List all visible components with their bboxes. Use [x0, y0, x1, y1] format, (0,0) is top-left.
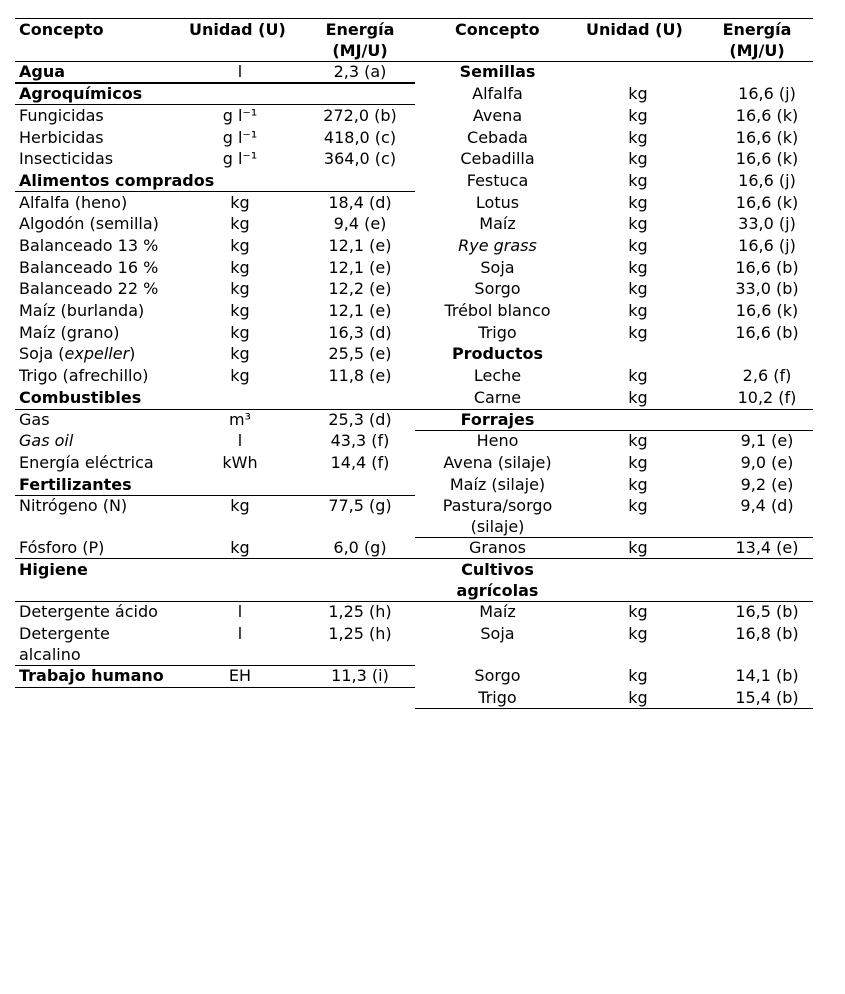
- row-unit-right: kg: [628, 106, 648, 125]
- row-energy-right: 33,0 (j): [738, 214, 796, 233]
- row-energy-left: 272,0 (b): [323, 106, 397, 125]
- row-concept-right: [420, 601, 575, 622]
- concept-text: Agroquímicos: [19, 84, 143, 103]
- section-heading-left: [19, 387, 141, 408]
- concept-text: Algodón (semilla): [19, 214, 159, 233]
- concept-text: Maíz (burlanda): [19, 301, 145, 320]
- concept-text: Balanceado 16 %: [19, 258, 159, 277]
- row-energy-left: 25,5 (e): [328, 344, 392, 363]
- row-energy-right: 16,5 (b): [735, 602, 799, 621]
- row-energy-right: 16,6 (k): [735, 128, 799, 147]
- row-concept-right: [420, 105, 575, 126]
- row-unit-left: kg: [230, 193, 250, 212]
- row-unit-right: kg: [628, 453, 648, 472]
- concept-text: Fungicidas: [19, 106, 104, 125]
- header-concept-left: Concepto: [19, 20, 104, 39]
- header-energy-unit-left: (MJ/U): [332, 41, 388, 60]
- concept-text: Productos: [451, 344, 544, 363]
- row-energy-right: 16,6 (j): [738, 236, 796, 255]
- row-unit-left: l: [237, 602, 243, 621]
- concept-text: Higiene: [19, 560, 88, 579]
- concept-text: Sorgo: [474, 279, 521, 298]
- row-concept-right: [420, 537, 575, 558]
- row-unit-right: kg: [628, 279, 648, 298]
- row-concept-left: [19, 148, 113, 169]
- concept-text-after: ): [129, 344, 136, 363]
- concept-text: Trigo: [478, 688, 517, 707]
- concept-text: Trigo: [478, 323, 517, 342]
- row-unit-right: kg: [628, 236, 648, 255]
- row-unit-left: kg: [230, 258, 250, 277]
- row-unit-right: kg: [628, 193, 648, 212]
- section-heading-right: [420, 61, 575, 82]
- row-unit-right: kg: [628, 366, 648, 385]
- row-energy-right: 15,4 (b): [735, 688, 799, 707]
- row-concept-right: [420, 430, 575, 451]
- row-concept-right: [420, 300, 575, 321]
- concept-text: Semillas: [459, 62, 536, 81]
- row-energy-left: 418,0 (c): [323, 128, 397, 147]
- concept-text: Avena: [472, 106, 523, 125]
- row-energy-left: 1,25 (h): [328, 602, 392, 621]
- row-energy-right: 16,6 (b): [735, 258, 799, 277]
- row-energy-right: 16,6 (j): [738, 84, 796, 103]
- row-concept-right: [420, 474, 575, 495]
- row-energy-right: 16,8 (b): [735, 624, 799, 643]
- concept-italic-text: Gas oil: [19, 431, 74, 450]
- row-energy-right: 16,6 (b): [735, 323, 799, 342]
- header-unit-right: Unidad (U): [586, 20, 683, 39]
- row-unit-left: kg: [230, 214, 250, 233]
- concept-line2: alcalino: [19, 645, 81, 664]
- row-rule-left: [15, 687, 415, 688]
- concept-text: Granos: [468, 538, 527, 557]
- section-heading-left: [19, 559, 88, 580]
- row-concept-left: [19, 213, 159, 234]
- row-energy-right: 16,6 (k): [735, 106, 799, 125]
- row-concept-left: [19, 601, 158, 622]
- row-unit-left: kg: [230, 323, 250, 342]
- row-concept-left: [19, 495, 127, 516]
- concept-text: Carne: [473, 388, 522, 407]
- row-unit-left: kg: [230, 344, 250, 363]
- row-energy-right: 16,6 (k): [735, 193, 799, 212]
- concept-text: Sorgo: [474, 666, 521, 685]
- concept-text: Herbicidas: [19, 128, 104, 147]
- section-heading-left: [19, 665, 164, 686]
- concept-text: Leche: [473, 366, 522, 385]
- concept-line2: (silaje): [470, 517, 525, 536]
- concept-text: Cultivos: [461, 560, 534, 579]
- row-energy-left: 12,1 (e): [328, 236, 392, 255]
- concept-text: Gas: [19, 410, 50, 429]
- row-energy-right: 9,4 (d): [740, 496, 794, 515]
- row-concept-right: [420, 257, 575, 278]
- row-concept-left: [19, 452, 154, 473]
- row-energy-right: 14,1 (b): [735, 666, 799, 685]
- concept-text: Detergente: [19, 624, 110, 643]
- row-unit-left: kg: [230, 538, 250, 557]
- row-energy-left: 18,4 (d): [328, 193, 392, 212]
- row-energy-left: 12,1 (e): [328, 301, 392, 320]
- concept-text: Alfalfa: [472, 84, 523, 103]
- row-unit-right: kg: [628, 301, 648, 320]
- row-concept-right: [420, 665, 575, 686]
- row-energy-left: 16,3 (d): [328, 323, 392, 342]
- concept-text: Alimentos comprados: [19, 171, 215, 190]
- row-unit-left: g l⁻¹: [222, 149, 258, 168]
- row-concept-right: [420, 192, 575, 213]
- concept-text: Lotus: [475, 193, 520, 212]
- row-energy-right: 16,6 (j): [738, 171, 796, 190]
- row-concept-left: [19, 235, 158, 256]
- concept-text: Cebadilla: [460, 149, 535, 168]
- header-energy-left: Energía: [325, 20, 395, 39]
- row-energy-left: 9,4 (e): [333, 214, 387, 233]
- concept-text: Maíz: [479, 214, 516, 233]
- row-energy-left: 364,0 (c): [323, 149, 397, 168]
- concept-text: Alfalfa (heno): [19, 193, 128, 212]
- header-concept-right: Concepto: [455, 20, 540, 39]
- concept-italic-text: expeller: [64, 344, 130, 363]
- row-concept-left: [19, 192, 127, 213]
- row-energy-right: 9,0 (e): [740, 453, 794, 472]
- concept-text: Festuca: [466, 171, 529, 190]
- agua-rule: [15, 82, 415, 83]
- row-concept-left: [19, 343, 135, 364]
- section-heading-left: [19, 170, 214, 191]
- row-unit-right: kg: [628, 388, 648, 407]
- section-heading-left: [19, 474, 132, 495]
- concept-text: Combustibles: [19, 388, 142, 407]
- row-unit-left: kg: [230, 366, 250, 385]
- row-unit-right: kg: [628, 171, 648, 190]
- concept-text: Insecticidas: [19, 149, 114, 168]
- row-energy-left: 11,3 (i): [331, 666, 389, 685]
- row-unit-right: kg: [628, 128, 648, 147]
- row-unit-right: kg: [628, 323, 648, 342]
- row-energy-right: 9,1 (e): [740, 431, 794, 450]
- concept-text: Cebada: [467, 128, 528, 147]
- row-unit-left: l: [237, 624, 243, 643]
- concept-text: Forrajes: [460, 410, 535, 429]
- concept-text: Soja (: [19, 344, 65, 363]
- row-concept-right: [420, 387, 575, 408]
- row-unit-left: kg: [230, 279, 250, 298]
- row-concept-left: [19, 127, 104, 148]
- row-unit-left: kg: [230, 236, 250, 255]
- row-energy-left: 11,8 (e): [328, 366, 392, 385]
- concept-italic-text: Rye grass: [458, 236, 537, 255]
- table-top-rule: [15, 18, 813, 19]
- row-concept-right: [420, 365, 575, 386]
- row-unit-right: kg: [628, 258, 648, 277]
- row-unit-right: kg: [628, 624, 648, 643]
- concept-text: Agua: [19, 62, 66, 81]
- header-energy-right: Energía: [722, 20, 792, 39]
- row-energy-left: 14,4 (f): [330, 453, 390, 472]
- concept-text: Detergente ácido: [19, 602, 158, 621]
- concept-text: Soja: [480, 624, 515, 643]
- row-concept-right: [420, 322, 575, 343]
- row-unit-left: kg: [230, 496, 250, 515]
- concept-text: Maíz (grano): [19, 323, 120, 342]
- row-concept-left: [19, 322, 120, 343]
- row-concept-right: [420, 127, 575, 148]
- concept-text: Heno: [476, 431, 519, 450]
- row-concept-right: [420, 452, 575, 473]
- row-concept-right: [420, 495, 575, 537]
- row-unit-right: kg: [628, 602, 648, 621]
- row-concept-left: [19, 257, 158, 278]
- row-concept-left: [19, 537, 104, 558]
- row-unit-left: g l⁻¹: [222, 128, 258, 147]
- concept-text: Trébol blanco: [444, 301, 551, 320]
- section-heading-right: [420, 409, 575, 430]
- concept-text: Maíz: [479, 602, 516, 621]
- row-unit-right: kg: [628, 538, 648, 557]
- concept-text: Balanceado 13 %: [19, 236, 159, 255]
- section-heading-right: [420, 559, 575, 601]
- row-energy-left: 77,5 (g): [328, 496, 392, 515]
- concept-text: Fertilizantes: [19, 475, 132, 494]
- concept-text: Nitrógeno (N): [19, 496, 128, 515]
- row-energy-right: 2,6 (f): [742, 366, 792, 385]
- row-rule-right: [415, 708, 813, 709]
- row-energy-left: 12,2 (e): [328, 279, 392, 298]
- row-concept-left: [19, 430, 73, 451]
- row-concept-right: [420, 235, 575, 256]
- concept-line2: agrícolas: [456, 581, 539, 600]
- row-unit-right: kg: [628, 475, 648, 494]
- row-concept-right: [420, 83, 575, 104]
- row-concept-right: [420, 148, 575, 169]
- row-concept-right: [420, 687, 575, 708]
- row-unit-right: kg: [628, 431, 648, 450]
- row-concept-left: [19, 623, 110, 665]
- row-energy-right: 16,6 (k): [735, 149, 799, 168]
- row-energy-left: 25,3 (d): [328, 410, 392, 429]
- row-concept-right: [420, 278, 575, 299]
- row-energy-right: 16,6 (k): [735, 301, 799, 320]
- row-concept-left: [19, 105, 104, 126]
- concept-text: Soja: [480, 258, 515, 277]
- row-energy-left: 2,3 (a): [333, 62, 387, 81]
- row-concept-left: [19, 278, 158, 299]
- row-energy-right: 33,0 (b): [735, 279, 799, 298]
- concept-text: Balanceado 22 %: [19, 279, 159, 298]
- section-heading-right: [420, 343, 575, 364]
- row-energy-left: 6,0 (g): [333, 538, 387, 557]
- concept-text: Fósforo (P): [19, 538, 105, 557]
- row-unit-left: kg: [230, 301, 250, 320]
- row-energy-left: 1,25 (h): [328, 624, 392, 643]
- row-energy-right: 9,2 (e): [740, 475, 794, 494]
- row-unit-left: g l⁻¹: [222, 106, 258, 125]
- concept-text: Energía eléctrica: [19, 453, 154, 472]
- header-unit-left: Unidad (U): [189, 20, 286, 39]
- row-unit-left: kWh: [222, 453, 258, 472]
- row-concept-right: [420, 170, 575, 191]
- row-unit-left: EH: [228, 666, 252, 685]
- row-concept-left: [19, 365, 149, 386]
- row-concept-left: [19, 409, 50, 430]
- row-concept-left: [19, 300, 144, 321]
- row-energy-left: 43,3 (f): [330, 431, 390, 450]
- row-unit-left: l: [237, 62, 243, 81]
- row-unit-right: kg: [628, 214, 648, 233]
- row-energy-left: 12,1 (e): [328, 258, 392, 277]
- concept-text: Trigo (afrechillo): [19, 366, 149, 385]
- header-energy-unit-right: (MJ/U): [729, 41, 785, 60]
- row-unit-right: kg: [628, 149, 648, 168]
- row-concept-right: [420, 623, 575, 644]
- section-heading-left: [19, 83, 142, 104]
- row-unit-right: kg: [628, 496, 648, 515]
- concept-text: Trabajo humano: [19, 666, 164, 685]
- section-heading-left: [19, 61, 65, 82]
- row-unit-left: l: [237, 431, 243, 450]
- row-unit-right: kg: [628, 666, 648, 685]
- concept-text: Avena (silaje): [443, 453, 552, 472]
- row-unit-right: kg: [628, 688, 648, 707]
- concept-text: Maíz (silaje): [449, 475, 546, 494]
- row-unit-right: kg: [628, 84, 648, 103]
- concept-text: Pastura/sorgo: [442, 496, 553, 515]
- row-energy-right: 13,4 (e): [735, 538, 799, 557]
- row-unit-left: m³: [229, 410, 251, 429]
- row-concept-right: [420, 213, 575, 234]
- row-energy-right: 10,2 (f): [737, 388, 797, 407]
